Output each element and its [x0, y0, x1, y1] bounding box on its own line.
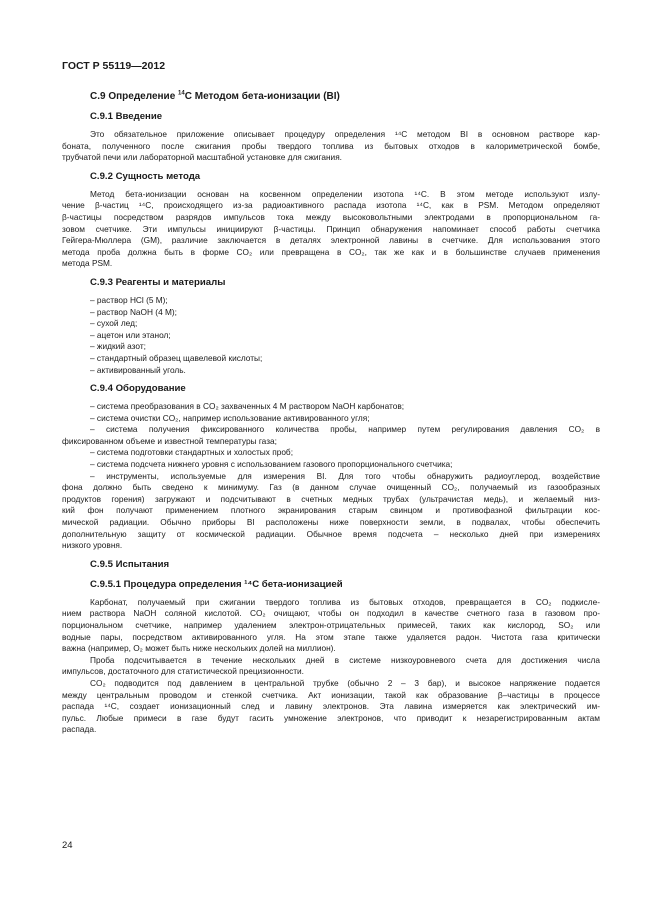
list-item: – активированный уголь. [90, 364, 186, 375]
section-c94-title: С.9.4 Оборудование [90, 383, 186, 395]
list-item: – стандартный образец щавелевой кислоты; [90, 352, 263, 363]
section-c91-text: Это обязательное приложение описывает процедуру определения ¹⁴С методом BI в основном растворе кар- боната, полученного после сжигания пробы твердого топлива из бытовых отходов в калориметрической бомбе, трубчатой печи или лабораторной масштабной установке для сжигания. [62, 129, 600, 163]
section-c9-title: С.9 Определение $^{14}$С Методом бета-ионизации (BI) [90, 90, 340, 102]
section-c951-text: Карбонат, получаемый при сжигании твердого топлива из бытовых отходов, превращается в CO₂ подкисле- нием раствора NaOH соляной кислотой. CO₂ очищают, чтобы он подходил в качестве счетного газа в газовом про- порциональном счетчике, например удалением электрон-отрицательных примесей, таких как кислород, SO₂ или водные пары, посредством активированного угля. На этом этапе также удаляется радон. Чистота газа критически важна (например, O₂ может быть ниже нескольких долей на миллион). Проба подсчитывается в течение нескольких дней в системе низкоуровневого счета для достижения числа импульсов, достаточного для статистической прецизионности. CO₂ подводится под давлением в центральной трубке (обычно 2 – 3 бар), и высокое напряжение подается между центральным проводом и стенкой счетчика. Акт ионизации, такой как образование β–частицы в процессе распада ¹⁴С, создает ионизационный след и лавину электронов. Эта лавина измеряется как электрический им- пульс. Любые примеси в газе будут гасить умножение электронов, что приводит к незарегистрированным актам распада. [62, 596, 600, 735]
reagents-list [90, 295, 600, 376]
list-item: – ацетон или этанол; [90, 329, 171, 340]
list-item: – сухой лед; [90, 318, 138, 329]
section-c91-title: С.9.1 Введение [90, 111, 163, 122]
page-number: 24 [62, 840, 73, 851]
section-c93-title: С.9.3 Реагенты и материалы [90, 276, 226, 288]
document-body [62, 90, 600, 736]
list-item: – жидкий азот; [90, 341, 146, 352]
section-c92-title: С.9.2 Сущность метода [90, 170, 201, 182]
section-c94-text: – система преобразования в CO₂ захваченных 4 М раствором NaOH карбонатов; – система очистки CO₂, например использование активированного угля; – система получения фиксированного количества пробы, например путем регулирования давления CO₂ в фиксированном объеме и известной температуры газа; – система подготовки стандартных и холостых проб; – система подсчета нижнего уровня с использованием газового пропорционального счетчика; – инструменты, используемые для измерения BI. Для того чтобы обнаружить радиоуглерод, воздействие фона должно быть сведено к минимуму. Газ (в данном случае очищенный CO₂, получаемый из газообразных продуктов горения) загружают и подсчитывают в счетных медных трубах (ультрачистая медь), и желаемый низ- кий фон получают применением плотного экранирования старым свинцом и противофазной фильтрации кос- мической радиации. Обычно приборы BI расположены ниже поверхности земли, в подвалах, чтобы обеспечить дополнительную защиту от космической радиации. Обычное время подсчета – несколько дней при измерениях низкого уровня. [62, 401, 600, 551]
section-c92-text: Метод бета-ионизации основан на косвенном определении изотопа ¹⁴С. В этом методе используют излу- чение β-частиц ¹⁴С, происходящего из-за радиоактивного распада изотопа ¹⁴С, как в PSM. Методом определяют β-частицы посредством разрядов импульсов тока между высоковольтными электродами в пропорциональном га- зовом счетчике. Эти импульсы инициируют β-частицы. Принцип обнаружения напоминает способ работы счетчика Гейгера-Мюллера (GM), различие заключается в деталях электронной лавины в счетчике. Для использования этого метода проба должна быть в форме CO₂ или превращена в CO₂, так же как и в большинстве случаев применения метода PSM. [62, 188, 600, 269]
section-c951-title: С.9.5.1 Процедура определения ¹⁴С бета-ионизацией [90, 578, 343, 590]
document-header: ГОСТ Р 55119—2012 [62, 60, 166, 72]
section-c95-title: С.9.5 Испытания [90, 558, 170, 570]
list-item: – раствор NaOH (4 М); [90, 306, 177, 317]
list-item: – раствор HCl (5 М); [90, 294, 168, 305]
